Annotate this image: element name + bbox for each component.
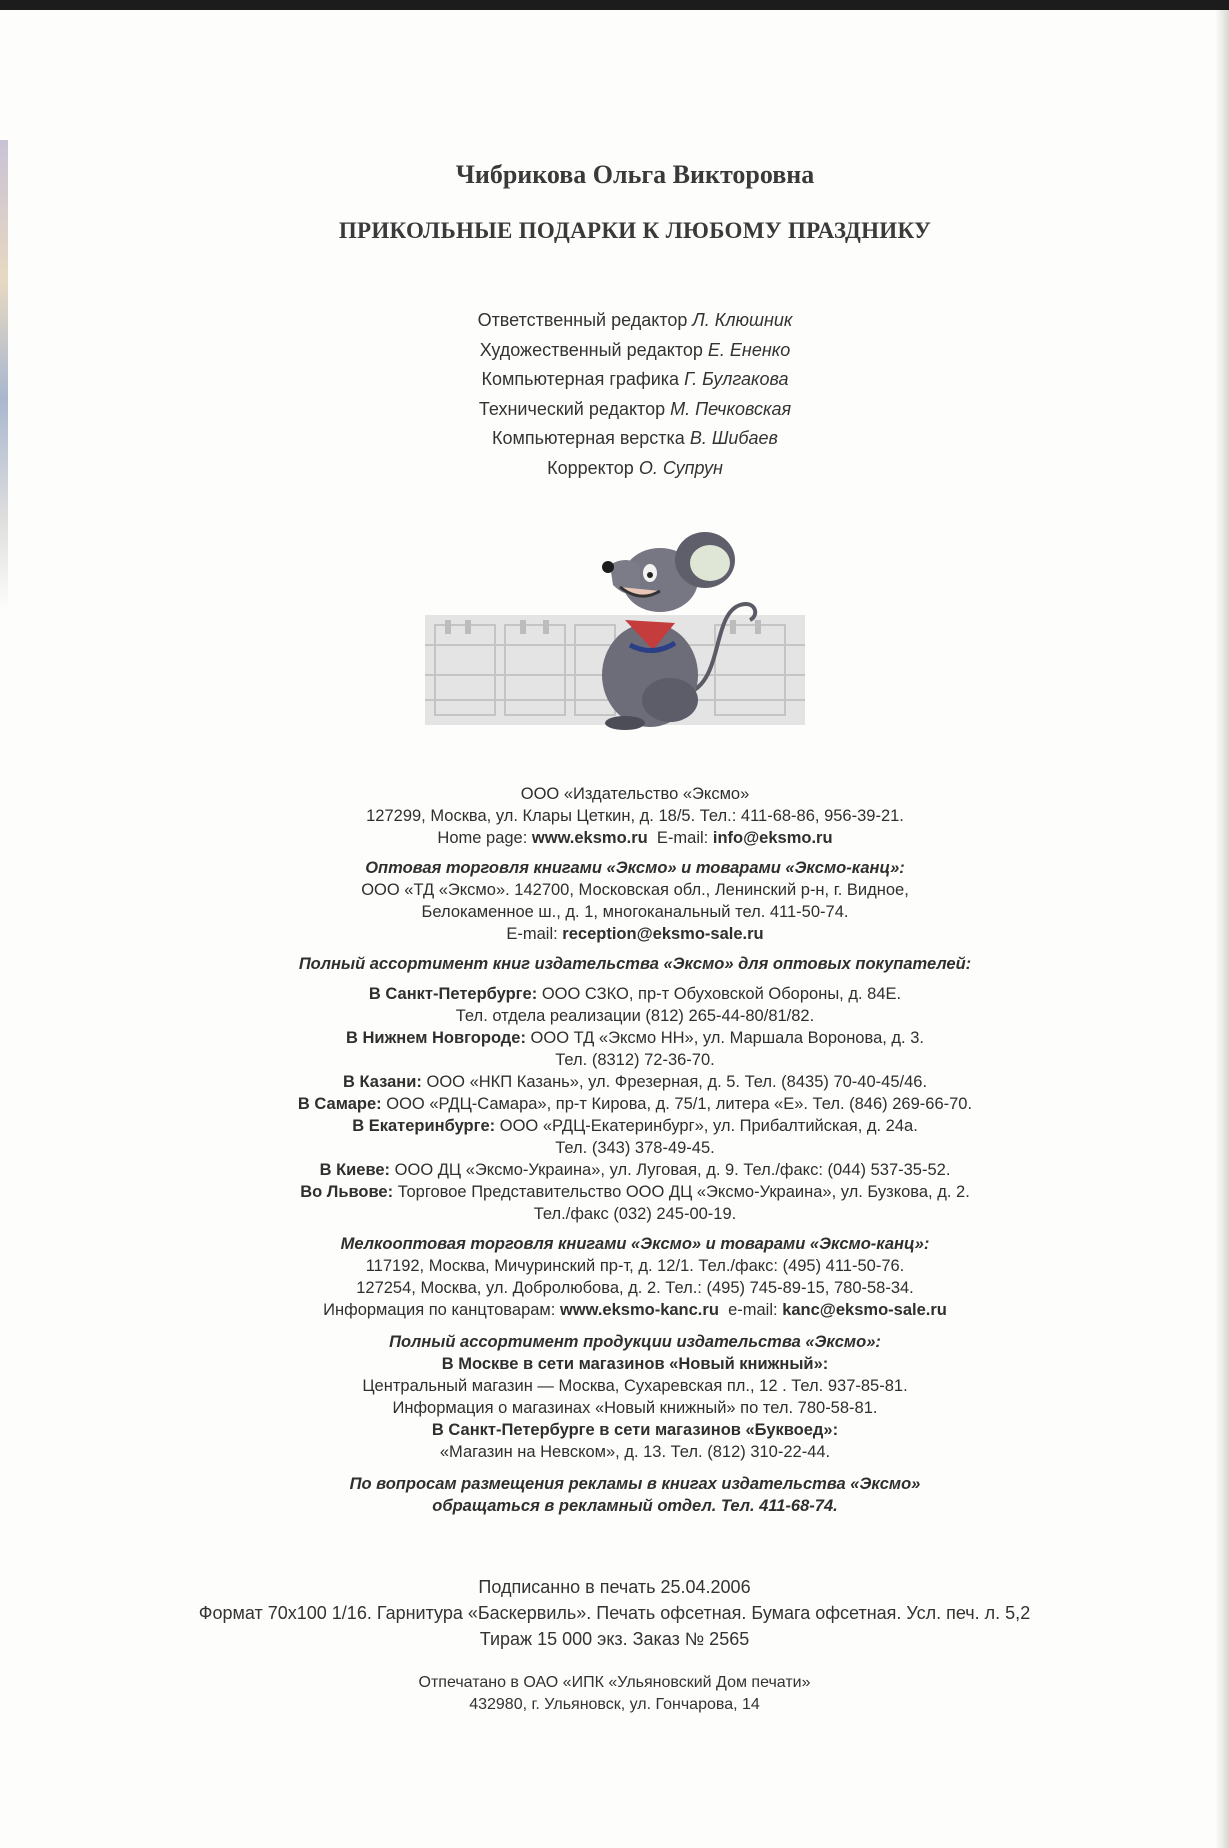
city-name: В Нижнем Новгороде:: [346, 1029, 526, 1047]
small-wholesale-line: 117192, Москва, Мичуринский пр-т, д. 12/1. Тел./факс: (495) 411-50-76.: [365, 1257, 905, 1275]
retail-line: Центральный магазин — Москва, Сухаревская пл., 12 . Тел. 937-85-81.: [362, 1377, 908, 1395]
ads-line: обращаться в рекламный отдел. Тел. 411-68-74.: [432, 1497, 838, 1515]
mouse-nose: [602, 561, 614, 573]
city-line: [0, 1071, 1229, 1093]
run-line: Тираж 15 000 экз. Заказ № 2565: [479, 1629, 750, 1649]
city-text: ООО ТД «Эксмо НН», ул. Маршала Воронова, д. 3.: [530, 1029, 924, 1047]
kanc-url-link[interactable]: www.eksmo-kanc.ru: [559, 1301, 719, 1319]
retail-spb-heading: В Санкт-Петербурге в сети магазинов «Буквоед»:: [431, 1421, 839, 1439]
email-label: e-mail:: [728, 1301, 778, 1319]
wholesale-email: [0, 923, 1229, 945]
retail-line: Информация о магазинах «Новый книжный» по тел. 780-58-81.: [392, 1399, 878, 1417]
email-label: E-mail:: [656, 829, 709, 847]
city-text: ООО ДЦ «Эксмо-Украина», ул. Луговая, д. 9. Тел./факс: (044) 537-35-52.: [394, 1161, 951, 1179]
city-text: Торговое Представительство ООО ДЦ «Эксмо-Украина», ул. Бузкова, д. 2.: [397, 1183, 970, 1201]
city-line: [0, 1159, 1229, 1181]
city-line: [0, 1093, 1229, 1115]
credit-role: Художественный редактор: [479, 339, 703, 360]
credit-line: [0, 454, 1229, 484]
city-line: [0, 1181, 1229, 1203]
city-line: [0, 1115, 1229, 1137]
credit-role: Компьютерная графика: [481, 369, 680, 389]
scan-top-edge: [0, 0, 1229, 10]
signed-date: Подписанно в печать 25.04.2006: [478, 1577, 751, 1597]
email-link[interactable]: info@eksmo.ru: [712, 829, 833, 847]
credit-name: Е. Ененко: [707, 339, 791, 360]
email-link[interactable]: kanc@eksmo-sale.ru: [782, 1301, 947, 1319]
publisher-name: ООО «Издательство «Эксмо»: [520, 785, 750, 803]
imprint-block: [0, 1574, 1229, 1652]
retail-moscow-heading: В Москве в сети магазинов «Новый книжный»:: [441, 1355, 829, 1373]
city-tel: Тел. отдела реализации (812) 265-44-80/81/82.: [455, 1007, 815, 1025]
city-text: ООО «НКП Казань», ул. Фрезерная, д. 5. Тел. (8435) 70-40-45/46.: [426, 1073, 928, 1091]
credit-role: Ответственный редактор: [477, 310, 688, 330]
publisher-address: 127299, Москва, ул. Клары Цеткин, д. 18/5. Тел.: 411-68-86, 956-39-21.: [366, 807, 904, 825]
full-range-heading: Полный ассортимент книг издательства «Эксмо» для оптовых покупателей:: [298, 955, 972, 973]
home-label: Home page:: [437, 829, 528, 847]
credit-line: [0, 336, 1229, 366]
credit-name: Л. Клюшник: [692, 310, 793, 330]
credit-line: [0, 424, 1229, 454]
small-wholesale-info: [0, 1299, 1229, 1321]
city-line: [0, 983, 1229, 1005]
city-name: В Киеве:: [319, 1161, 391, 1179]
printer-name: Отпечатано в ОАО «ИПК «Ульяновский Дом печати»: [418, 1674, 811, 1691]
small-wholesale-heading: Мелкооптовая торговля книгами «Эксмо» и товарами «Эксмо-канц»:: [340, 1235, 930, 1253]
credit-name: О. Супрун: [638, 457, 723, 478]
city-name: В Екатеринбурге:: [352, 1117, 496, 1135]
city-text: ООО «РДЦ-Екатеринбург», ул. Прибалтийская, д. 24а.: [499, 1117, 918, 1135]
city-text: ООО СЗКО, пр-т Обуховской Обороны, д. 84Е.: [541, 985, 902, 1003]
city-tel: Тел. (8312) 72-36-70.: [555, 1051, 715, 1069]
city-name: В Санкт-Петербурге:: [368, 985, 538, 1003]
credit-name: В. Шибаев: [689, 428, 778, 448]
city-line: [0, 1027, 1229, 1049]
credit-line: [0, 365, 1229, 395]
wholesale-line: Белокаменное ш., д. 1, многоканальный тел. 411-50-74.: [421, 903, 849, 921]
credit-role: Технический редактор: [478, 398, 666, 419]
mouse-illustration-svg: [425, 525, 805, 730]
info-label: Информация по канцтоварам:: [323, 1301, 556, 1319]
email-label: E-mail:: [506, 925, 558, 943]
city-name: В Казани:: [342, 1073, 422, 1091]
printer-address: 432980, г. Ульяновск, ул. Гончарова, 14: [469, 1696, 760, 1713]
credit-line: [0, 306, 1229, 336]
home-url-link[interactable]: www.eksmo.ru: [531, 829, 648, 847]
author-name: Чибрикова Ольга Викторовна: [455, 160, 815, 189]
printer-block: [0, 1672, 1229, 1716]
publisher-info: [0, 783, 1229, 1517]
city-text: ООО «РДЦ-Самара», пр-т Кирова, д. 75/1, литера «Е». Тел. (846) 269-66-70.: [386, 1095, 973, 1113]
retail-line: «Магазин на Невском», д. 13. Тел. (812) 310-22-44.: [439, 1443, 831, 1461]
email-link[interactable]: reception@eksmo-sale.ru: [562, 925, 764, 943]
city-name: Во Львове:: [300, 1183, 394, 1201]
publisher-contacts: [0, 827, 1229, 849]
credit-name: М. Печковская: [670, 398, 792, 419]
credit-role: Корректор: [547, 457, 634, 478]
city-name: В Самаре:: [297, 1095, 382, 1113]
book-title: ПРИКОЛЬНЫЕ ПОДАРКИ К ЛЮБОМУ ПРАЗДНИКУ: [338, 218, 932, 243]
city-tel: Тел./факс (032) 245-00-19.: [533, 1205, 737, 1223]
ads-line: По вопросам размещения рекламы в книгах издательства «Эксмо»: [349, 1475, 921, 1493]
credit-role: Компьютерная верстка: [492, 428, 685, 448]
wholesale-heading: Оптовая торговля книгами «Эксмо» и товарами «Эксмо-канц»:: [365, 859, 905, 877]
credit-line: [0, 395, 1229, 425]
credit-name: Г. Булгакова: [684, 369, 789, 389]
mouse-illustration: [425, 525, 805, 730]
small-wholesale-line: 127254, Москва, ул. Добролюбова, д. 2. Тел.: (495) 745-89-15, 780-58-34.: [356, 1279, 914, 1297]
retail-heading: Полный ассортимент продукции издательства «Эксмо»:: [389, 1333, 881, 1351]
credits-block: [0, 306, 1229, 483]
wholesale-line: ООО «ТД «Эксмо». 142700, Московская обл., Ленинский р-н, г. Видное,: [361, 881, 909, 899]
format-line: Формат 70x100 1/16. Гарнитура «Баскервиль». Печать офсетная. Бумага офсетная. Усл. печ. л. 5,2: [198, 1603, 1031, 1623]
city-tel: Тел. (343) 378-49-45.: [555, 1139, 715, 1157]
